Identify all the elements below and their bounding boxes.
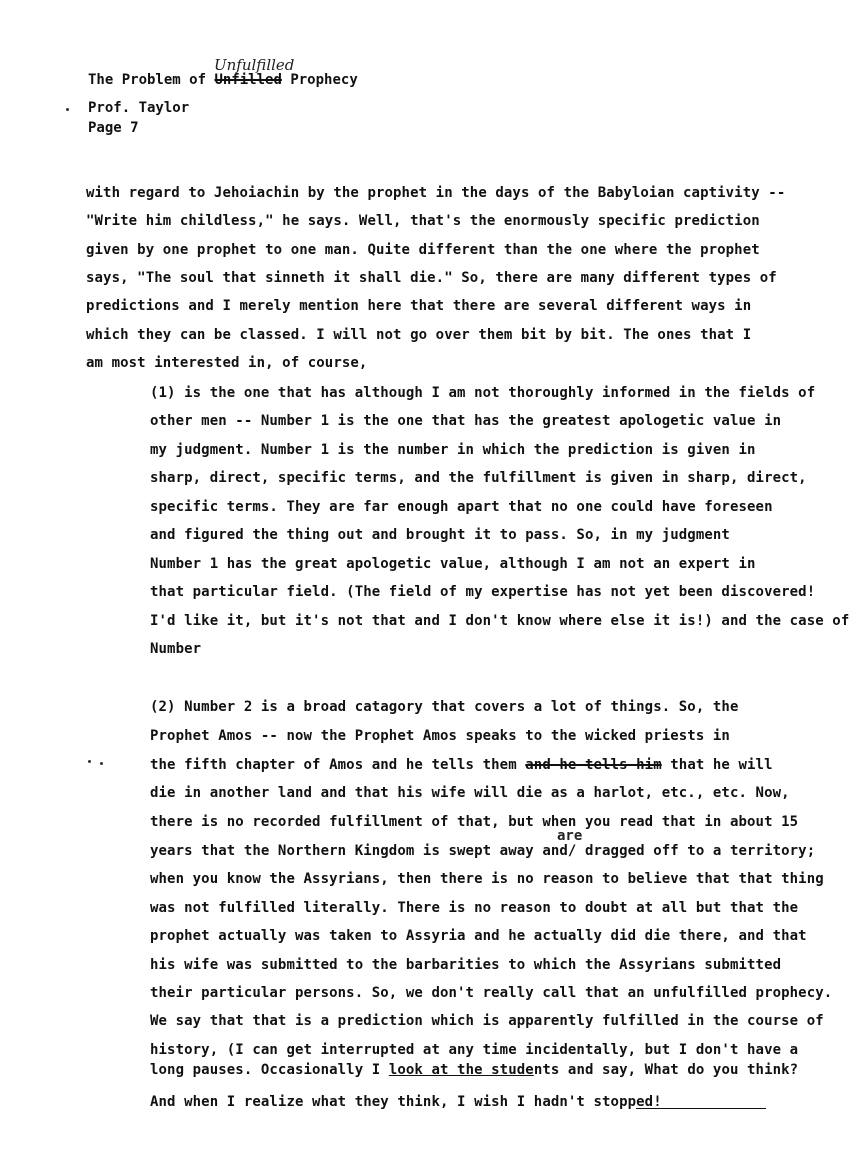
struck-phrase: and he tells him (525, 757, 662, 773)
point2-line: Prophet Amos -- now the Prophet Amos speaks to the wicked priests in (150, 728, 730, 744)
point2-line: there is no recorded fulfillment of that, but when you read that in about 15 (150, 814, 799, 830)
point1-line: I'd like it, but it's not that and I don't know where else it is!) and the case of (150, 613, 850, 629)
point2-line: prophet actually was taken to Assyria and he actually did die there, and that (150, 928, 807, 944)
page-label: Page (88, 120, 122, 136)
intro-line: "Write him childless," he says. Well, that's the enormously specific prediction (86, 213, 760, 229)
point2-line3-start: the fifth chapter of Amos and he tells them (150, 757, 526, 773)
page-number: 7 (130, 120, 139, 136)
document-title (88, 72, 358, 88)
page-line (88, 120, 139, 136)
point2-line: die in another land and that his wife will die as a harlot, etc., etc. Now, (150, 785, 790, 801)
point2-line14-start: long pauses. Occasionally I (150, 1062, 389, 1078)
point2-line: their particular persons. So, we don't really call that an unfulfilled prophecy. (150, 985, 833, 1001)
point2-line (150, 1062, 798, 1078)
point1-line: that particular field. (The field of my expertise has not yet been discovered! (150, 584, 816, 600)
title-struck-word: Unfilled (214, 72, 282, 88)
point2-line: years that the Northern Kingdom is swept away and/ dragged off to a territory; (150, 843, 816, 859)
point2-line3-end: that he will (661, 757, 773, 773)
intro-line: with regard to Jehoiachin by the prophet in the days of the Babyloian captivity -- (86, 185, 786, 201)
point2-line14-end: nts and say, What do you think? (533, 1062, 799, 1078)
title-suffix: Prophecy (290, 72, 358, 88)
intro-line: which they can be classed. I will not go over them bit by bit. The ones that I (86, 327, 752, 343)
handwritten-insert-are: are (557, 828, 583, 844)
point1-line: other men -- Number 1 is the one that has the greatest apologetic value in (150, 413, 782, 429)
handwritten-insert-unfulfilled: Unfulfilled (214, 56, 295, 74)
point1-line: specific terms. They are far enough apart that no one could have foreseen (150, 499, 773, 515)
point1-line: (1) is the one that has although I am not thoroughly informed in the fields of (150, 385, 816, 401)
intro-line: am most interested in, of course, (86, 355, 368, 371)
point2-line: was not fulfilled literally. There is no reason to doubt at all but that the (150, 900, 799, 916)
point2-line: when you know the Assyrians, then there is no reason to believe that that thing (150, 871, 824, 887)
margin-mark (100, 762, 103, 765)
intro-line: given by one prophet to one man. Quite different than the one where the prophet (86, 242, 760, 258)
intro-line: predictions and I merely mention here that there are several different ways in (86, 298, 752, 314)
intro-line: says, "The soul that sinneth it shall die." So, there are many different types of (86, 270, 777, 286)
point1-line: Number (150, 641, 202, 657)
margin-mark (88, 760, 91, 763)
point1-line: sharp, direct, specific terms, and the fulfillment is given in sharp, direct, (150, 470, 807, 486)
blank-underline (636, 1108, 766, 1109)
point2-line (150, 757, 773, 773)
point1-line: Number 1 has the great apologetic value, although I am not an expert in (150, 556, 756, 572)
point2-line: (2) Number 2 is a broad catagory that covers a lot of things. So, the (150, 699, 739, 715)
author-line: Prof. Taylor (88, 100, 190, 116)
stray-mark (66, 108, 69, 111)
point2-line: And when I realize what they think, I wish I hadn't stopped! (150, 1094, 662, 1110)
point2-line: We say that that is a prediction which is apparently fulfilled in the course of (150, 1013, 824, 1029)
point1-line: and figured the thing out and brought it to pass. So, in my judgment (150, 527, 730, 543)
point2-line: history, (I can get interrupted at any time incidentally, but I don't have a (150, 1042, 799, 1058)
underlined-phrase: look at the stude (388, 1062, 534, 1078)
point2-line: his wife was submitted to the barbarities to which the Assyrians submitted (150, 957, 782, 973)
title-prefix: The Problem of (88, 72, 207, 88)
point1-line: my judgment. Number 1 is the number in which the prediction is given in (150, 442, 756, 458)
